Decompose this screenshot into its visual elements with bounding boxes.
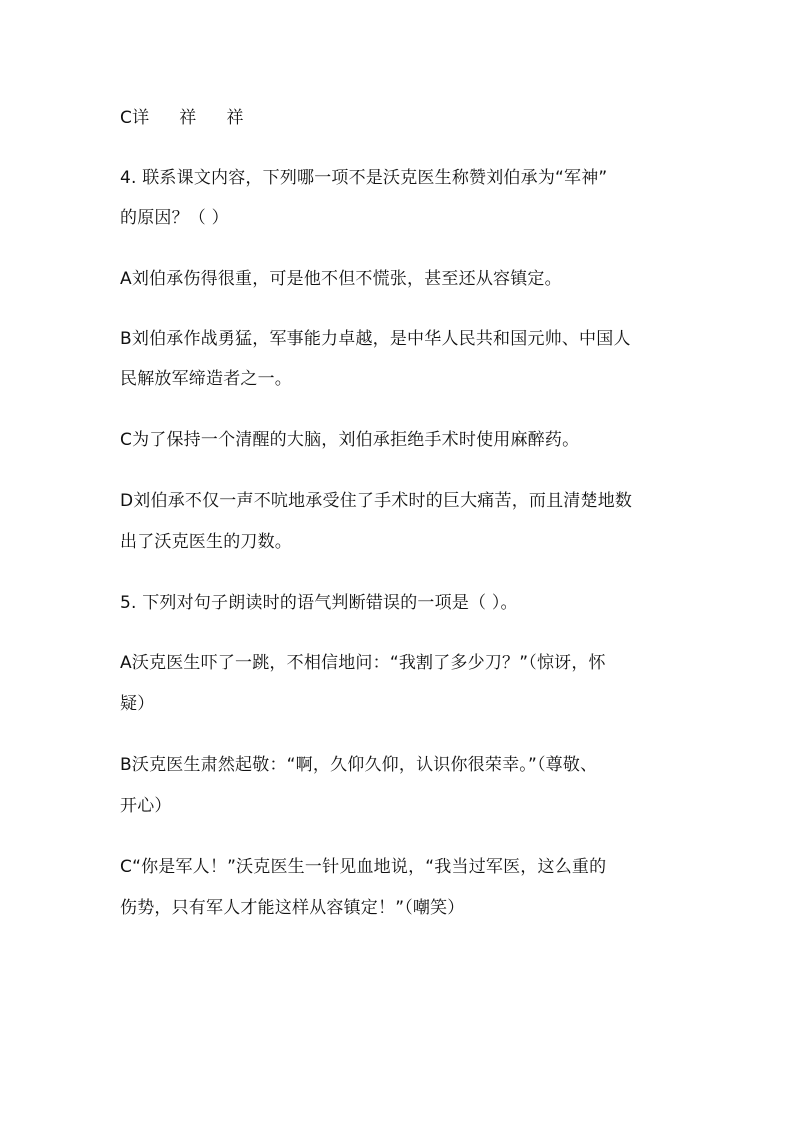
question-5-option-b-line-1: B沃克医生肃然起敬：“啊，久仰久仰，认识你很荣幸。”（尊敬、	[120, 755, 598, 775]
question-5-option-a-line-2: 疑）	[120, 694, 155, 714]
question-5-option-c-line-2: 伤势，只有军人才能这样从容镇定！”（嘲笑）	[120, 898, 465, 918]
question-5-option-c-line-1: C“你是军人！”沃克医生一针见血地说，“我当过军医，这么重的	[120, 857, 607, 877]
question-4-option-a: A刘伯承伤得很重，可是他不但不慌张，甚至还从容镇定。	[120, 269, 562, 289]
option-label: C	[120, 108, 133, 128]
option-char-2: 祥	[179, 108, 197, 128]
question-4-option-c: C为了保持一个清醒的大脑，刘伯承拒绝手术时使用麻醉药。	[120, 430, 580, 450]
question-5-option-b-line-2: 开心）	[120, 796, 172, 816]
question-5-line-1: 5. 下列对句子朗读时的语气判断错误的一项是（ ）。	[120, 593, 518, 613]
question-4-option-b-line-1: B刘伯承作战勇猛，军事能力卓越，是中华人民共和国元帅、中国人	[120, 329, 631, 349]
question-5-option-a-line-1: A沃克医生吓了一跳，不相信地问：“我割了多少刀？”（惊讶，怀	[120, 653, 606, 673]
question-4-option-d-line-1: D刘伯承不仅一声不吭地承受住了手术时的巨大痛苦，而且清楚地数	[120, 491, 633, 511]
question-4-line-2: 的原因？（ ）	[120, 208, 229, 228]
question-4-option-b-line-2: 民解放军缔造者之一。	[120, 369, 292, 389]
option-c-previous-question	[120, 107, 700, 129]
question-4-option-d-line-2: 出了沃克医生的刀数。	[120, 532, 292, 552]
option-char-1: 详	[132, 108, 150, 128]
question-4-line-1: 4. 联系课文内容，下列哪一项不是沃克医生称赞刘伯承为“军神”	[120, 168, 608, 188]
option-char-3: 祥	[226, 108, 244, 128]
